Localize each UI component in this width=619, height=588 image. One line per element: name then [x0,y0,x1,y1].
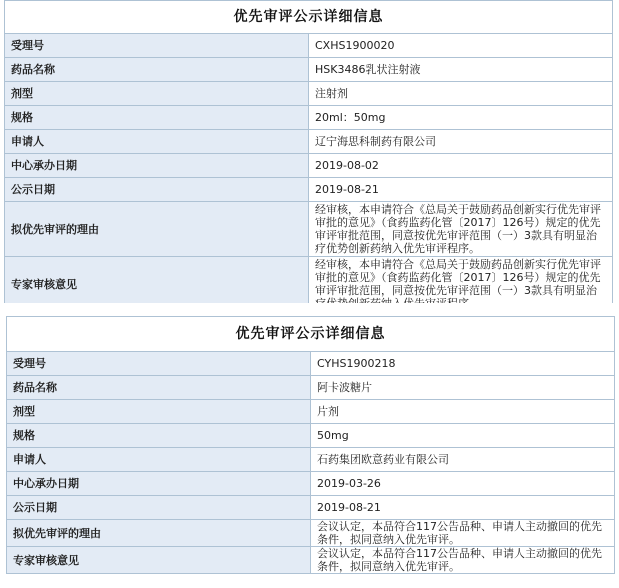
value-priority-reason: 会议认定，本品符合117公告品种、申请人主动撤回的优先条件，拟同意纳入优先审评。 [311,520,615,547]
label-expert-opinion: 专家审核意见 [5,257,309,312]
value-center-date: 2019-08-02 [309,154,613,178]
value-dosage-form: 片剂 [311,400,615,424]
value-center-date: 2019-03-26 [311,472,615,496]
label-expert-opinion: 专家审核意见 [7,547,311,574]
label-specification: 规格 [5,106,309,130]
label-publicity-date: 公示日期 [7,496,311,520]
value-specification: 20ml：50mg [309,106,613,130]
label-applicant: 申请人 [5,130,309,154]
label-center-date: 中心承办日期 [7,472,311,496]
detail-table [6,316,615,574]
card-separator [0,303,619,316]
priority-review-card-2 [6,316,615,574]
value-applicant: 石药集团欧意药业有限公司 [311,448,615,472]
card-title: 优先审评公示详细信息 [5,1,613,34]
value-dosage-form: 注射剂 [309,82,613,106]
label-dosage-form: 剂型 [7,400,311,424]
value-drug-name: 阿卡波糖片 [311,376,615,400]
value-expert-opinion: 经审核，本申请符合《总局关于鼓励药品创新实行优先审评审批的意见》（食药监药化管〔2017〕126号）规定的优先审评审批范围，同意按优先审评范围（一）3款具有明显治 [309,257,613,312]
value-priority-reason: 经审核，本申请符合《总局关于鼓励药品创新实行优先审评审批的意见》（食药监药化管〔2017〕126号）规定的优先审评审批范围，同意按优先审评范围（一）3款具有明显治疗优势创新药纳入优先审评程序。 [309,202,613,257]
label-publicity-date: 公示日期 [5,178,309,202]
label-priority-reason: 拟优先审评的理由 [5,202,309,257]
label-acceptance-number: 受理号 [7,352,311,376]
label-priority-reason: 拟优先审评的理由 [7,520,311,547]
label-drug-name: 药品名称 [5,58,309,82]
label-dosage-form: 剂型 [5,82,309,106]
card-title: 优先审评公示详细信息 [7,317,615,352]
value-publicity-date: 2019-08-21 [311,496,615,520]
label-applicant: 申请人 [7,448,311,472]
value-expert-opinion: 会议认定，本品符合117公告品种、申请人主动撤回的优先条件，拟同意纳入优先审评。 [311,547,615,574]
label-center-date: 中心承办日期 [5,154,309,178]
priority-review-card-1 [4,0,613,312]
label-acceptance-number: 受理号 [5,34,309,58]
value-acceptance-number: CYHS1900218 [311,352,615,376]
detail-table [4,0,613,312]
value-specification: 50mg [311,424,615,448]
value-publicity-date: 2019-08-21 [309,178,613,202]
value-acceptance-number: CXHS1900020 [309,34,613,58]
label-drug-name: 药品名称 [7,376,311,400]
label-specification: 规格 [7,424,311,448]
value-applicant: 辽宁海思科制药有限公司 [309,130,613,154]
value-drug-name: HSK3486乳状注射液 [309,58,613,82]
